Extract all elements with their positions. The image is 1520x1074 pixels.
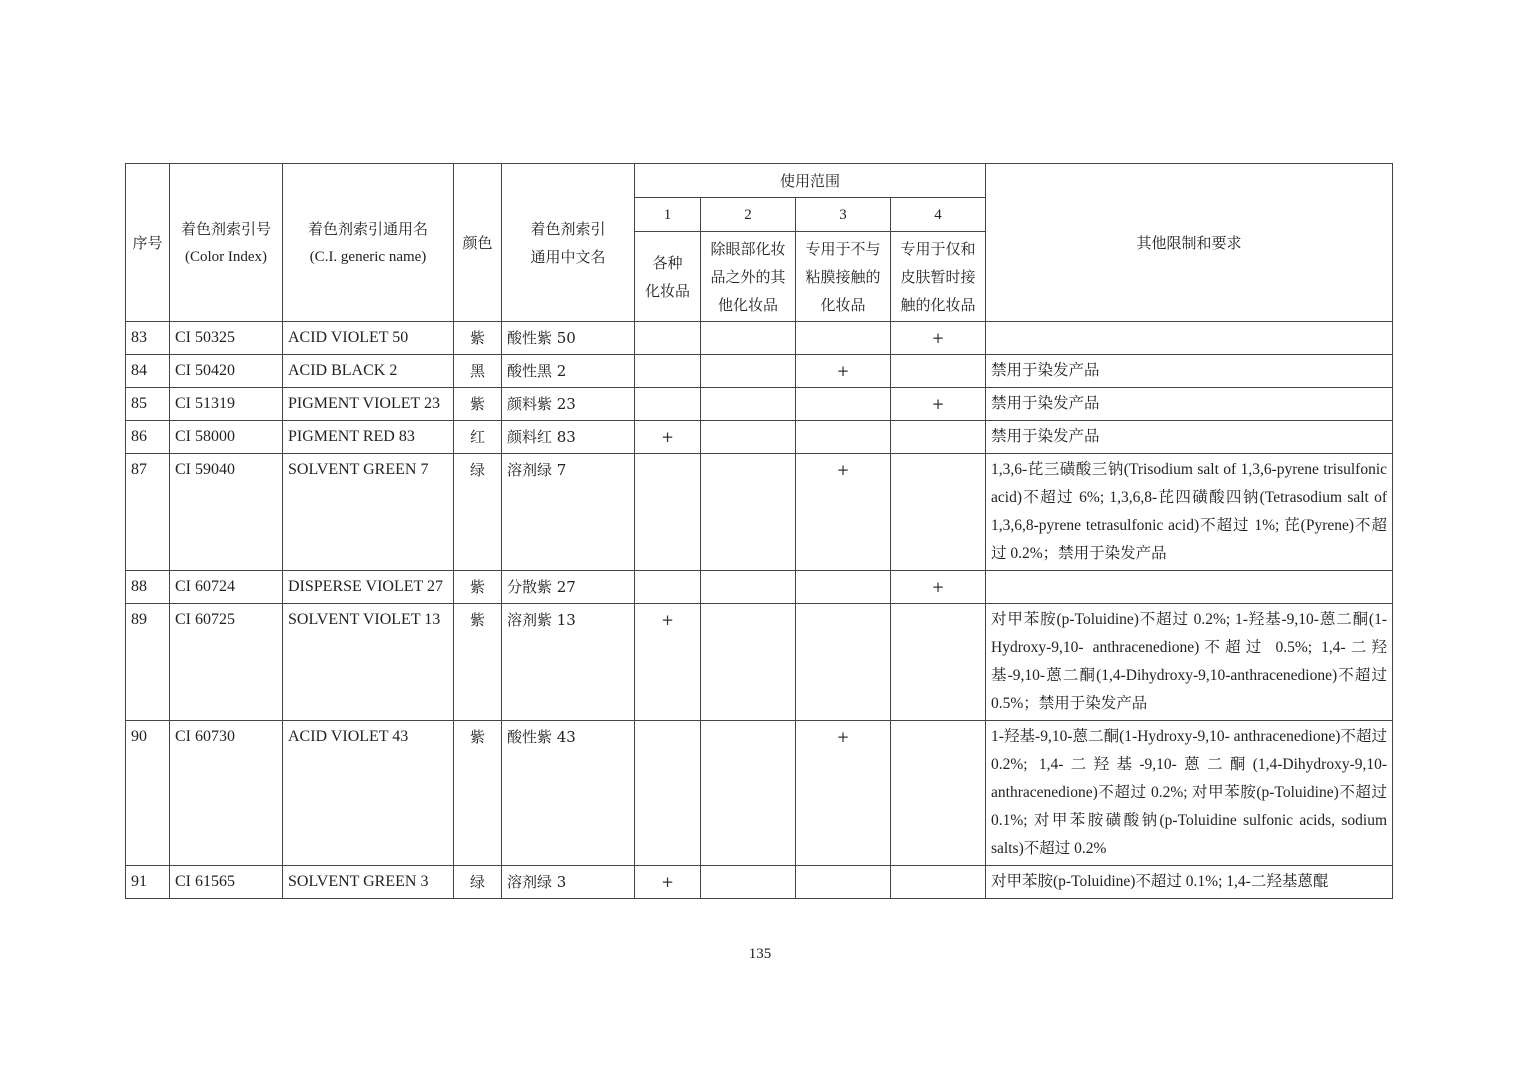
cell-generic-name: PIGMENT VIOLET 23 — [283, 388, 454, 421]
header-other-requirements: 其他限制和要求 — [986, 164, 1393, 322]
header-chinese-name-line2: 通用中文名 — [530, 247, 606, 266]
scope-desc-line: 触的化妆品 — [900, 295, 976, 314]
colorant-table — [125, 163, 1393, 899]
cell-chinese-name: 酸性紫 43 — [502, 721, 635, 866]
cell-color-index: CI 59040 — [170, 454, 283, 571]
header-generic-name — [283, 164, 454, 322]
cell-seq: 84 — [126, 355, 170, 388]
cell-scope-1 — [635, 355, 701, 388]
header-generic-name-en: (C.I. generic name) — [309, 248, 427, 265]
scope-desc-line: 专用于不与 — [805, 239, 881, 258]
cell-scope-1 — [635, 388, 701, 421]
header-scope-2: 2 — [701, 198, 796, 232]
header-scope-desc-2 — [701, 232, 796, 322]
cell-scope-4: + — [891, 571, 986, 604]
cell-scope-1: + — [635, 604, 701, 721]
header-scope-desc-4 — [891, 232, 986, 322]
cell-seq: 88 — [126, 571, 170, 604]
header-scope-3: 3 — [796, 198, 891, 232]
cell-scope-2 — [701, 604, 796, 721]
cell-scope-3 — [796, 421, 891, 454]
cell-color-index: CI 60725 — [170, 604, 283, 721]
scope-desc-line: 各种 — [652, 253, 683, 272]
cell-seq: 86 — [126, 421, 170, 454]
cell-scope-1 — [635, 322, 701, 355]
cell-color: 紫 — [454, 604, 502, 721]
cell-scope-2 — [701, 421, 796, 454]
cell-scope-4 — [891, 421, 986, 454]
cell-generic-name: DISPERSE VIOLET 27 — [283, 571, 454, 604]
header-scope-desc-1 — [635, 232, 701, 322]
cell-requirements: 1-羟基-9,10-蒽二酮(1-Hydroxy-9,10- anthracenedione)不超过 0.2%; 1,4-二羟基-9,10-蒽二酮(1,4-Dihydroxy-9,10-anthracenedione)不超过 0.2%; 对甲苯胺(p-Toluidine)不超过 0.1%; 对甲苯胺磺酸钠(p-Toluidine sulfonic acids, sodium salts)不超过 0.2% — [986, 721, 1393, 866]
cell-requirements: 1,3,6-芘三磺酸三钠(Trisodium salt of 1,3,6-pyrene trisulfonic acid)不超过 6%; 1,3,6,8-芘四磺酸四钠(Tetrasodium salt of 1,3,6,8-pyrene tetrasulfonic acid)不超过 1%; 芘(Pyrene)不超过 0.2%；禁用于染发产品 — [986, 454, 1393, 571]
cell-scope-3: + — [796, 355, 891, 388]
cell-color: 紫 — [454, 388, 502, 421]
cell-generic-name: PIGMENT RED 83 — [283, 421, 454, 454]
cell-color-index: CI 58000 — [170, 421, 283, 454]
cell-scope-1: + — [635, 866, 701, 899]
cell-scope-3: + — [796, 454, 891, 571]
cell-seq: 87 — [126, 454, 170, 571]
cell-chinese-name: 酸性紫 50 — [502, 322, 635, 355]
header-chinese-name-line1: 着色剂索引 — [530, 219, 606, 238]
cell-color-index: CI 50420 — [170, 355, 283, 388]
scope-desc-line: 皮肤暂时接 — [900, 267, 976, 286]
cell-scope-3 — [796, 388, 891, 421]
cell-requirements: 禁用于染发产品 — [986, 388, 1393, 421]
cell-scope-2 — [701, 721, 796, 866]
table-row — [126, 604, 1393, 721]
cell-requirements: 对甲苯胺(p-Toluidine)不超过 0.2%; 1-羟基-9,10-蒽二酮(1-Hydroxy-9,10- anthracenedione)不超过 0.5%; 1,4-二羟基-9,10-蒽二酮(1,4-Dihydroxy-9,10-anthracenedione)不超过 0.5%；禁用于染发产品 — [986, 604, 1393, 721]
cell-scope-1: + — [635, 421, 701, 454]
cell-scope-3: + — [796, 721, 891, 866]
cell-scope-2 — [701, 454, 796, 571]
header-scope-4: 4 — [891, 198, 986, 232]
cell-scope-2 — [701, 866, 796, 899]
cell-chinese-name: 分散紫 27 — [502, 571, 635, 604]
cell-chinese-name: 酸性黑 2 — [502, 355, 635, 388]
cell-color-index: CI 60724 — [170, 571, 283, 604]
cell-scope-1 — [635, 454, 701, 571]
cell-chinese-name: 溶剂绿 3 — [502, 866, 635, 899]
cell-scope-1 — [635, 571, 701, 604]
header-color-index-en: (Color Index) — [184, 248, 268, 265]
header-seq: 序号 — [126, 164, 170, 322]
header-scope-title: 使用范围 — [635, 164, 986, 198]
cell-color: 紫 — [454, 322, 502, 355]
cell-requirements: 禁用于染发产品 — [986, 421, 1393, 454]
cell-scope-3 — [796, 322, 891, 355]
table-row — [126, 866, 1393, 899]
cell-scope-4 — [891, 721, 986, 866]
scope-desc-line: 化妆品 — [644, 281, 690, 300]
cell-color: 黑 — [454, 355, 502, 388]
cell-scope-2 — [701, 322, 796, 355]
cell-color: 绿 — [454, 866, 502, 899]
cell-scope-4: + — [891, 322, 986, 355]
cell-scope-4 — [891, 355, 986, 388]
cell-scope-1 — [635, 721, 701, 866]
cell-seq: 90 — [126, 721, 170, 866]
cell-color-index: CI 60730 — [170, 721, 283, 866]
page-number: 135 — [748, 946, 772, 962]
cell-scope-4 — [891, 454, 986, 571]
table-row — [126, 454, 1393, 571]
header-generic-name-cn: 着色剂索引通用名 — [307, 219, 428, 238]
cell-generic-name: SOLVENT VIOLET 13 — [283, 604, 454, 721]
cell-color-index: CI 51319 — [170, 388, 283, 421]
cell-generic-name: ACID BLACK 2 — [283, 355, 454, 388]
cell-requirements: 对甲苯胺(p-Toluidine)不超过 0.1%; 1,4-二羟基蒽醌 — [986, 866, 1393, 899]
cell-requirements — [986, 322, 1393, 355]
table-row — [126, 421, 1393, 454]
cell-color-index: CI 50325 — [170, 322, 283, 355]
table-row — [126, 322, 1393, 355]
cell-chinese-name: 溶剂绿 7 — [502, 454, 635, 571]
cell-scope-4 — [891, 866, 986, 899]
cell-chinese-name: 溶剂紫 13 — [502, 604, 635, 721]
cell-requirements — [986, 571, 1393, 604]
header-color-index-cn: 着色剂索引号 — [180, 219, 271, 238]
cell-color: 紫 — [454, 721, 502, 866]
cell-generic-name: SOLVENT GREEN 3 — [283, 866, 454, 899]
cell-seq: 83 — [126, 322, 170, 355]
header-color-index — [170, 164, 283, 322]
header-chinese-name — [502, 164, 635, 322]
cell-color: 紫 — [454, 571, 502, 604]
cell-seq: 89 — [126, 604, 170, 721]
table-row — [126, 388, 1393, 421]
scope-desc-line: 品之外的其 — [710, 267, 786, 286]
scope-desc-line: 化妆品 — [820, 295, 866, 314]
scope-desc-line: 除眼部化妆 — [710, 239, 786, 258]
cell-color-index: CI 61565 — [170, 866, 283, 899]
table-body — [126, 322, 1393, 899]
header-scope-desc-3 — [796, 232, 891, 322]
cell-color: 红 — [454, 421, 502, 454]
cell-scope-3 — [796, 571, 891, 604]
header-scope-1: 1 — [635, 198, 701, 232]
cell-scope-2 — [701, 388, 796, 421]
cell-scope-4 — [891, 604, 986, 721]
scope-desc-line: 他化妆品 — [717, 295, 778, 314]
cell-scope-2 — [701, 355, 796, 388]
table-header — [126, 164, 1393, 322]
cell-chinese-name: 颜料紫 23 — [502, 388, 635, 421]
cell-generic-name: SOLVENT GREEN 7 — [283, 454, 454, 571]
cell-scope-4: + — [891, 388, 986, 421]
cell-scope-3 — [796, 604, 891, 721]
scope-desc-line: 粘膜接触的 — [805, 267, 881, 286]
header-color: 颜色 — [454, 164, 502, 322]
cell-scope-2 — [701, 571, 796, 604]
cell-generic-name: ACID VIOLET 43 — [283, 721, 454, 866]
cell-color: 绿 — [454, 454, 502, 571]
cell-chinese-name: 颜料红 83 — [502, 421, 635, 454]
cell-seq: 85 — [126, 388, 170, 421]
cell-scope-3 — [796, 866, 891, 899]
table-row — [126, 721, 1393, 866]
cell-seq: 91 — [126, 866, 170, 899]
table-row — [126, 355, 1393, 388]
table-row — [126, 571, 1393, 604]
scope-desc-line: 专用于仅和 — [900, 239, 976, 258]
cell-generic-name: ACID VIOLET 50 — [283, 322, 454, 355]
cell-requirements: 禁用于染发产品 — [986, 355, 1393, 388]
